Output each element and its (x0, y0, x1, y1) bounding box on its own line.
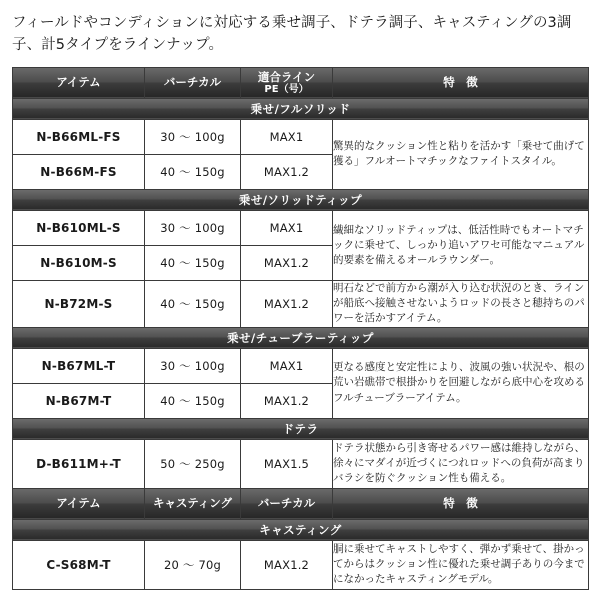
vertical-value: 40 ～ 150g (145, 245, 241, 280)
pe-value: MAX1 (241, 348, 333, 383)
group-header-dotera (13, 418, 589, 439)
pe-value: MAX1 (241, 119, 333, 154)
item-name: C-S68M-T (13, 540, 145, 589)
casting-value: 20 ～ 70g (145, 540, 241, 589)
vertical-value: 40 ～ 150g (145, 383, 241, 418)
vertical-value: 40 ～ 150g (145, 154, 241, 189)
pe-value: MAX1.5 (241, 439, 333, 488)
group-header-solid-tip (13, 189, 589, 210)
spec-table (12, 67, 589, 590)
feature-text: ドテラ状態から引き寄せるパワー感は維持しながら、徐々にマダイが近づくにつれロッドへの負荷が高まりバラシを防ぐクッション性も備える。 (333, 439, 589, 488)
header-item: アイテム (13, 488, 145, 519)
feature-text: 更なる感度と安定性により、波風の強い状況や、根の荒い岩礁帯で根掛かりを回避しながら底中心を攻めるフルチューブラーアイテム。 (333, 348, 589, 418)
table-row (13, 540, 589, 589)
table-row (13, 210, 589, 245)
group-label: 乗せ/フルソリッド (13, 98, 589, 119)
item-name: D-B611M+-T (13, 439, 145, 488)
table-row (13, 280, 589, 327)
header-pe-line-1: 適合ライン (257, 69, 316, 84)
group-label: 乗せ/チューブラーティップ (13, 327, 589, 348)
header-vertical: バーチカル (145, 67, 241, 98)
pe-value: MAX1.2 (241, 245, 333, 280)
feature-text: 繊細なソリッドティップは、低活性時でもオートマチックに乗せて、しっかり追いアワセ可能なマニュアル的要素を備えるオールラウンダー。 (333, 210, 589, 280)
vertical-value: 30 ～ 100g (145, 210, 241, 245)
pe-value: MAX1.2 (241, 280, 333, 327)
group-header-full-solid (13, 98, 589, 119)
item-name: N-B67ML-T (13, 348, 145, 383)
feature-text: 明石などで前方から潮が入り込む状況のとき、ラインが船底へ接触させないようロッドの長さと穂持ちのパワーを活かすアイテム。 (333, 280, 589, 327)
intro-text: フィールドやコンディションに対応する乗せ調子、ドテラ調子、キャスティングの3調子、計5タイプをラインナップ。 (12, 15, 572, 54)
header-feature: 特 徴 (333, 67, 589, 98)
pe-value: MAX1.2 (241, 154, 333, 189)
item-name: N-B66ML-FS (13, 119, 145, 154)
table-header-row-casting (13, 488, 589, 519)
feature-text: 胴に乗せてキャストしやすく、弾かず乗せて、掛かってからはクッション性に優れた乗せ調子ありの今までになかったキャスティングモデル。 (333, 540, 589, 589)
pe-value: MAX1 (241, 210, 333, 245)
group-label: キャスティング (13, 519, 589, 540)
table-header-row-vertical (13, 67, 589, 98)
feature-text: 驚異的なクッション性と粘りを活かす「乗せて曲げて獲る」フルオートマチックなファイトスタイル。 (333, 119, 589, 189)
vertical-value: 30 ～ 100g (145, 119, 241, 154)
header-pe-line (241, 67, 333, 98)
vertical-value: 50 ～ 250g (145, 439, 241, 488)
group-label: ドテラ (13, 418, 589, 439)
item-name: N-B67M-T (13, 383, 145, 418)
pe-value: MAX1.2 (241, 383, 333, 418)
item-name: N-B66M-FS (13, 154, 145, 189)
header-vertical: バーチカル (241, 488, 333, 519)
item-name: N-B610M-S (13, 245, 145, 280)
group-label: 乗せ/ソリッドティップ (13, 189, 589, 210)
vertical-value: MAX1.2 (241, 540, 333, 589)
vertical-value: 40 ～ 150g (145, 280, 241, 327)
table-row (13, 348, 589, 383)
table-row (13, 119, 589, 154)
item-name: N-B610ML-S (13, 210, 145, 245)
header-feature: 特 徴 (333, 488, 589, 519)
group-header-tubular-tip (13, 327, 589, 348)
header-pe-line-2: PE（号） (264, 83, 309, 95)
item-name: N-B72M-S (13, 280, 145, 327)
header-item: アイテム (13, 67, 145, 98)
table-row (13, 439, 589, 488)
header-casting: キャスティング (145, 488, 241, 519)
group-header-casting (13, 519, 589, 540)
vertical-value: 30 ～ 100g (145, 348, 241, 383)
